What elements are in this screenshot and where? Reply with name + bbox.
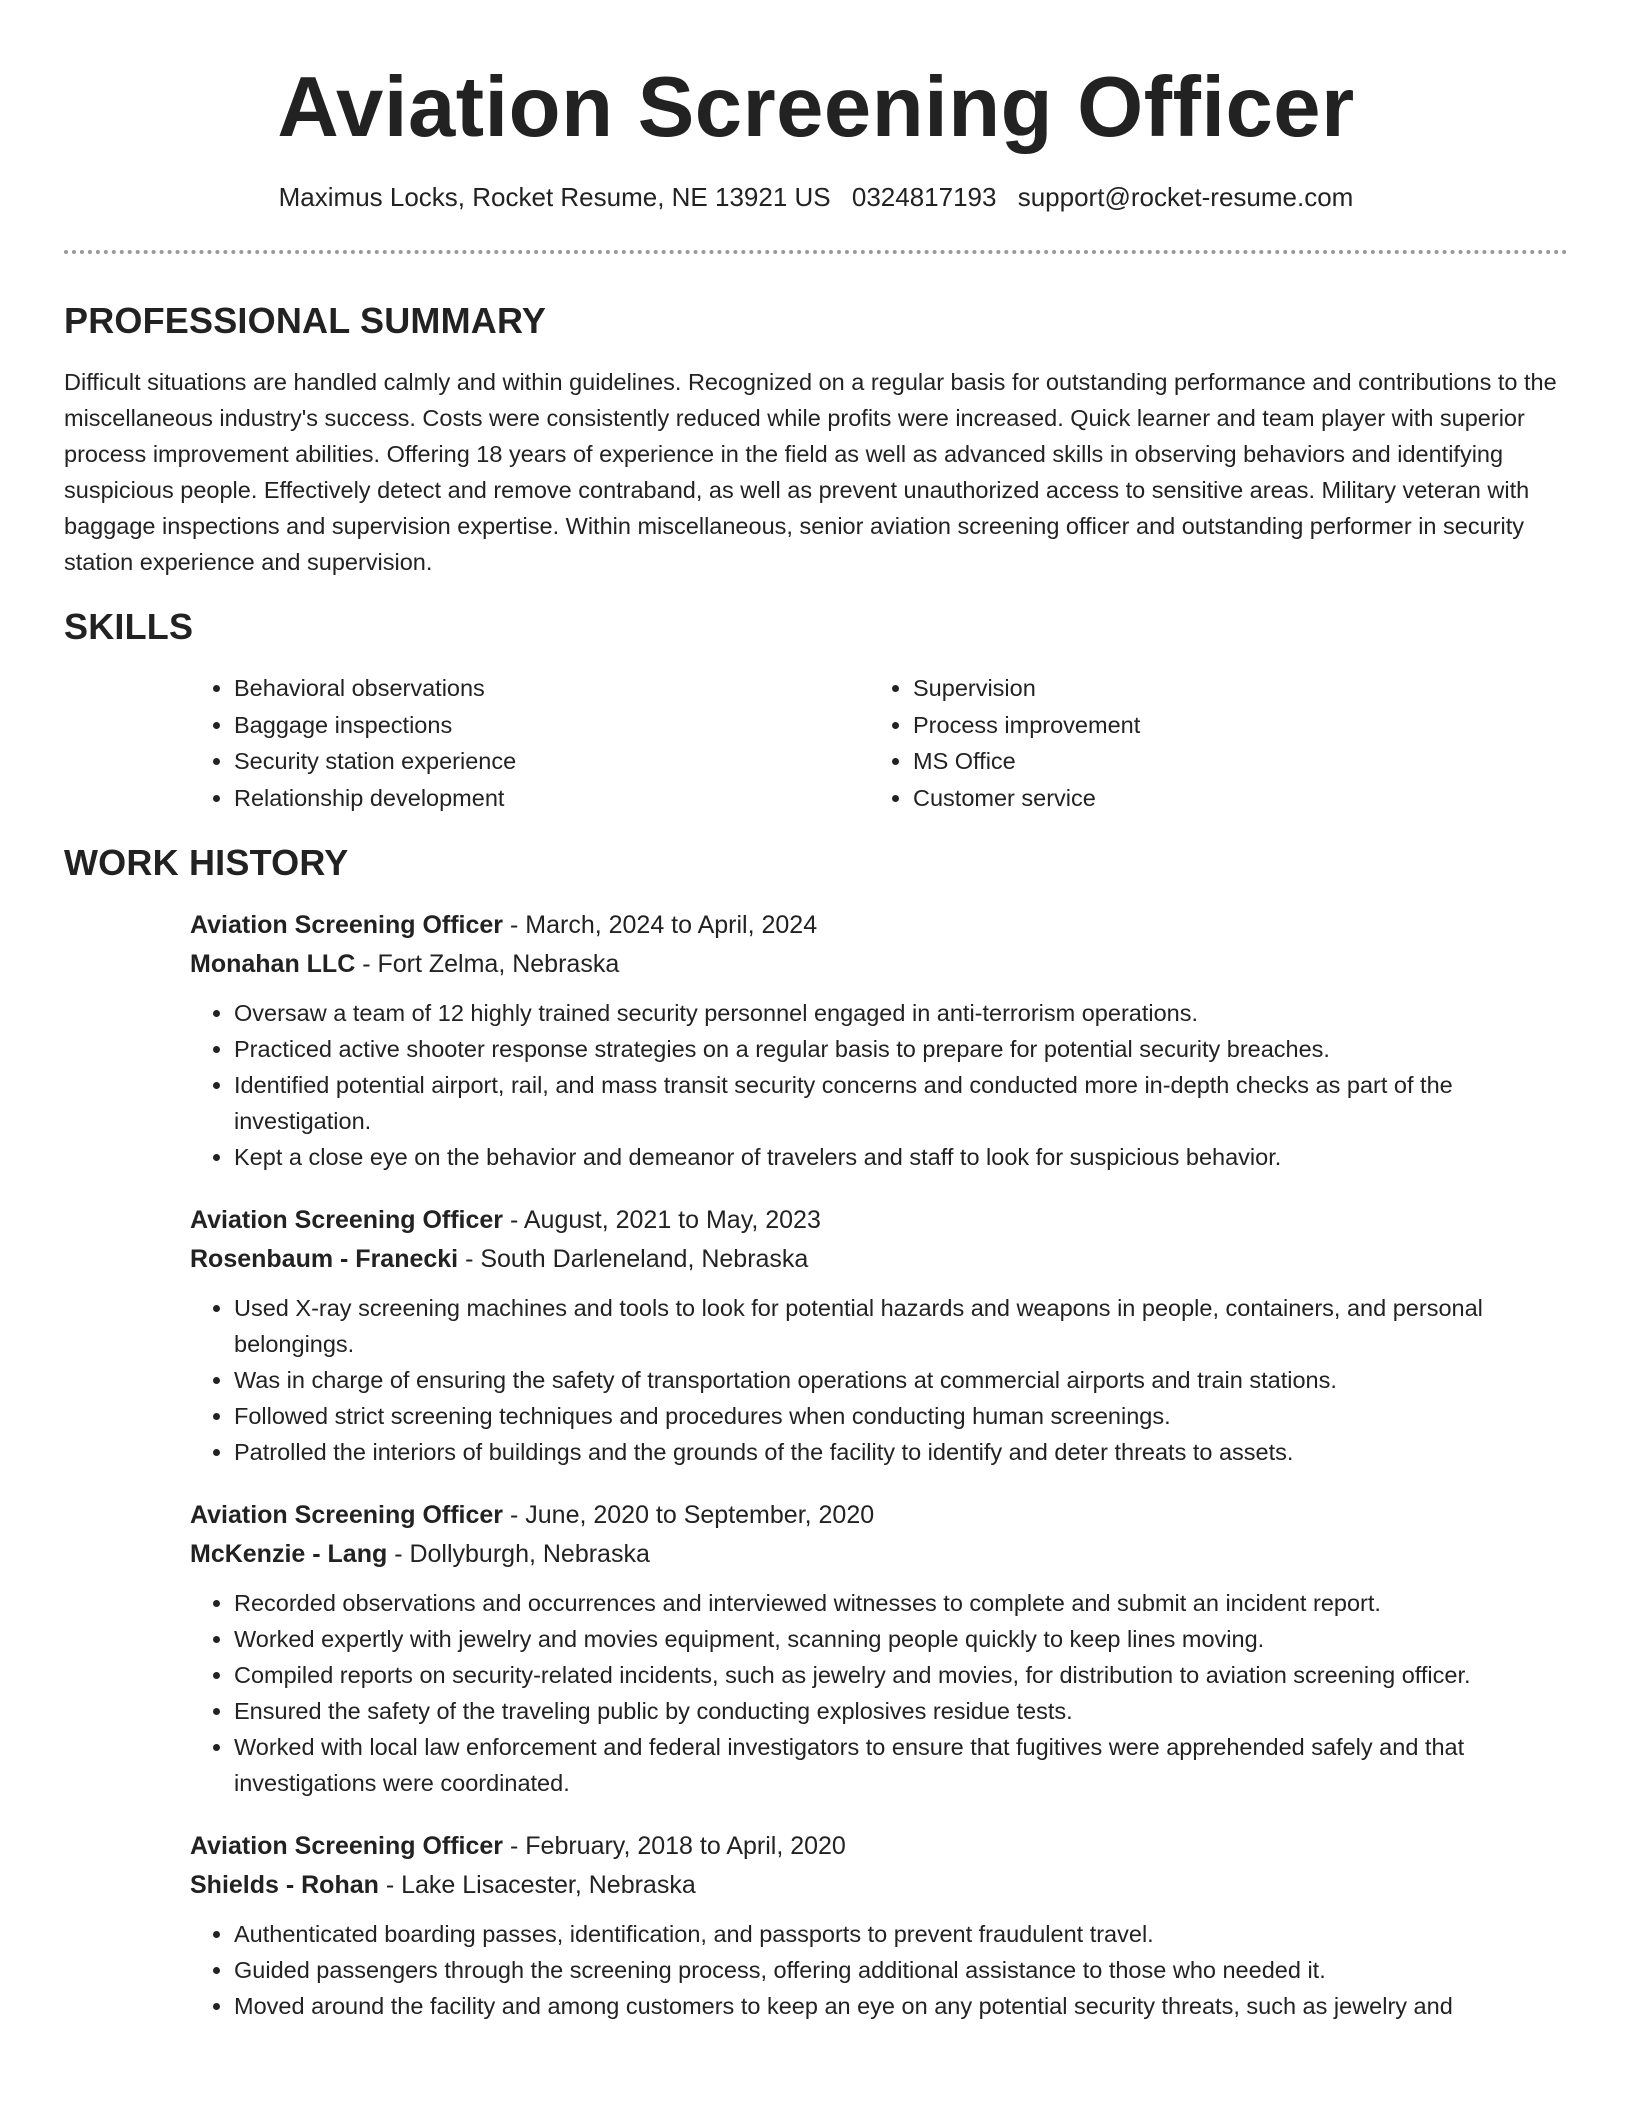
job-company-line: [190, 1866, 1568, 1905]
skills-heading: SKILLS: [64, 606, 194, 647]
job-duty: • Guided passengers through the screening process, offering additional assistance to those who needed it.: [234, 1952, 1568, 1988]
skill-item: • Behavioral observations: [234, 670, 869, 707]
job-duty: • Recorded observations and occurrences and interviewed witnesses to complete and submit an incident report.: [234, 1585, 1568, 1621]
job-duty: • Identified potential airport, rail, and mass transit security concerns and conducted more in-depth checks as part of the investigation.: [234, 1067, 1568, 1139]
skill-item: • Security station experience: [234, 743, 869, 780]
contact-address: Maximus Locks, Rocket Resume, NE 13921 US: [278, 182, 831, 212]
skills-list: [190, 670, 1568, 816]
job-company-line: [190, 1240, 1568, 1279]
job-dates: - March, 2024 to April, 2024: [503, 911, 818, 939]
job-dates: - February, 2018 to April, 2020: [503, 1832, 846, 1860]
skills-column-left: [190, 670, 869, 816]
skills-section: [64, 602, 1568, 816]
job-duty: • Practiced active shooter response strategies on a regular basis to prepare for potential security breaches.: [234, 1031, 1568, 1067]
job-dates: - June, 2020 to September, 2020: [503, 1501, 875, 1529]
skill-item: • Customer service: [913, 780, 1553, 817]
job-title-line: [190, 1496, 1568, 1535]
job-title-line: [190, 906, 1568, 945]
summary-heading: PROFESSIONAL SUMMARY: [64, 300, 547, 341]
skills-column-right: [869, 670, 1553, 816]
job-duty: • Patrolled the interiors of buildings and the grounds of the facility to identify and deter threats to assets.: [234, 1434, 1568, 1470]
job-entry: [190, 1827, 1568, 2024]
contact-email: support@rocket-resume.com: [1017, 182, 1354, 212]
resume-content: [64, 296, 1568, 2050]
job-duties: [190, 1916, 1568, 2024]
job-entry: [190, 1496, 1568, 1801]
skill-item: • MS Office: [913, 743, 1553, 780]
job-duties: [190, 1290, 1568, 1470]
job-duties: [190, 1585, 1568, 1801]
header-divider: [64, 250, 1568, 254]
contact-phone: 0324817193: [851, 182, 997, 212]
job-title-line: [190, 1201, 1568, 1240]
job-duty: • Followed strict screening techniques and procedures when conducting human screenings.: [234, 1398, 1568, 1434]
job-title-line: [190, 1827, 1568, 1866]
job-duty: • Was in charge of ensuring the safety of transportation operations at commercial airports and train stations.: [234, 1362, 1568, 1398]
job-duties: [190, 995, 1568, 1175]
skill-item: • Process improvement: [913, 707, 1553, 744]
skill-item: • Supervision: [913, 670, 1553, 707]
job-company-line: [190, 945, 1568, 984]
skill-item: • Baggage inspections: [234, 707, 869, 744]
job-company-line: [190, 1535, 1568, 1574]
skill-item: • Relationship development: [234, 780, 869, 817]
job-company: Shields - Rohan: [190, 1870, 379, 1899]
job-entry: [190, 1201, 1568, 1470]
work-history-heading: WORK HISTORY: [64, 842, 349, 883]
job-company: Monahan LLC: [190, 949, 356, 978]
resume-name-heading: Aviation Screening Officer: [277, 60, 1355, 155]
job-title: Aviation Screening Officer: [190, 1501, 504, 1529]
job-duty: • Moved around the facility and among customers to keep an eye on any potential security threats, such as jewelry and: [234, 1988, 1568, 2024]
job-duty: • Compiled reports on security-related incidents, such as jewelry and movies, for distribution to aviation screening officer.: [234, 1657, 1568, 1693]
summary-section: [64, 296, 1568, 580]
job-title: Aviation Screening Officer: [190, 911, 504, 939]
job-duty: • Authenticated boarding passes, identification, and passports to prevent fraudulent travel.: [234, 1916, 1568, 1952]
job-title: Aviation Screening Officer: [190, 1206, 504, 1234]
job-location: - Lake Lisacester, Nebraska: [378, 1870, 696, 1899]
job-location: - South Darleneland, Nebraska: [458, 1244, 809, 1273]
job-company: Rosenbaum - Franecki: [190, 1244, 459, 1273]
job-duty: • Used X-ray screening machines and tools to look for potential hazards and weapons in people, containers, and personal belongings.: [234, 1290, 1568, 1362]
job-location: - Dollyburgh, Nebraska: [387, 1539, 650, 1568]
job-title: Aviation Screening Officer: [190, 1832, 504, 1860]
summary-text: Difficult situations are handled calmly and within guidelines. Recognized on a regular basis for outstanding performance and contributions to the miscellaneous industry's success. Costs were consistently reduced while profits were increased. Quick learner and team player with superior process improvement abilities. Offering 18 years of experience in the field as well as advanced skills in observing behaviors and identifying suspicious people. Effectively detect and remove contraband, as well as prevent unauthorized access to sensitive areas. Military veteran with baggage inspections and supervision expertise. Within miscellaneous, senior aviation screening officer and outstanding performer in security station experience and supervision.: [64, 369, 1557, 575]
job-duty: • Ensured the safety of the traveling public by conducting explosives residue tests.: [234, 1693, 1568, 1729]
job-duty: • Worked with local law enforcement and federal investigators to ensure that fugitives were apprehended safely and that investigations were coordinated.: [234, 1729, 1568, 1801]
contact-info: [0, 180, 1632, 214]
work-history-section: [64, 838, 1568, 2024]
job-entry: [190, 906, 1568, 1175]
job-company: McKenzie - Lang: [190, 1539, 388, 1568]
job-duty: • Oversaw a team of 12 highly trained security personnel engaged in anti-terrorism operations.: [234, 995, 1568, 1031]
job-location: - Fort Zelma, Nebraska: [355, 949, 620, 978]
job-duty: • Worked expertly with jewelry and movies equipment, scanning people quickly to keep lines moving.: [234, 1621, 1568, 1657]
job-dates: - August, 2021 to May, 2023: [503, 1206, 821, 1234]
job-duty: • Kept a close eye on the behavior and demeanor of travelers and staff to look for suspicious behavior.: [234, 1139, 1568, 1175]
